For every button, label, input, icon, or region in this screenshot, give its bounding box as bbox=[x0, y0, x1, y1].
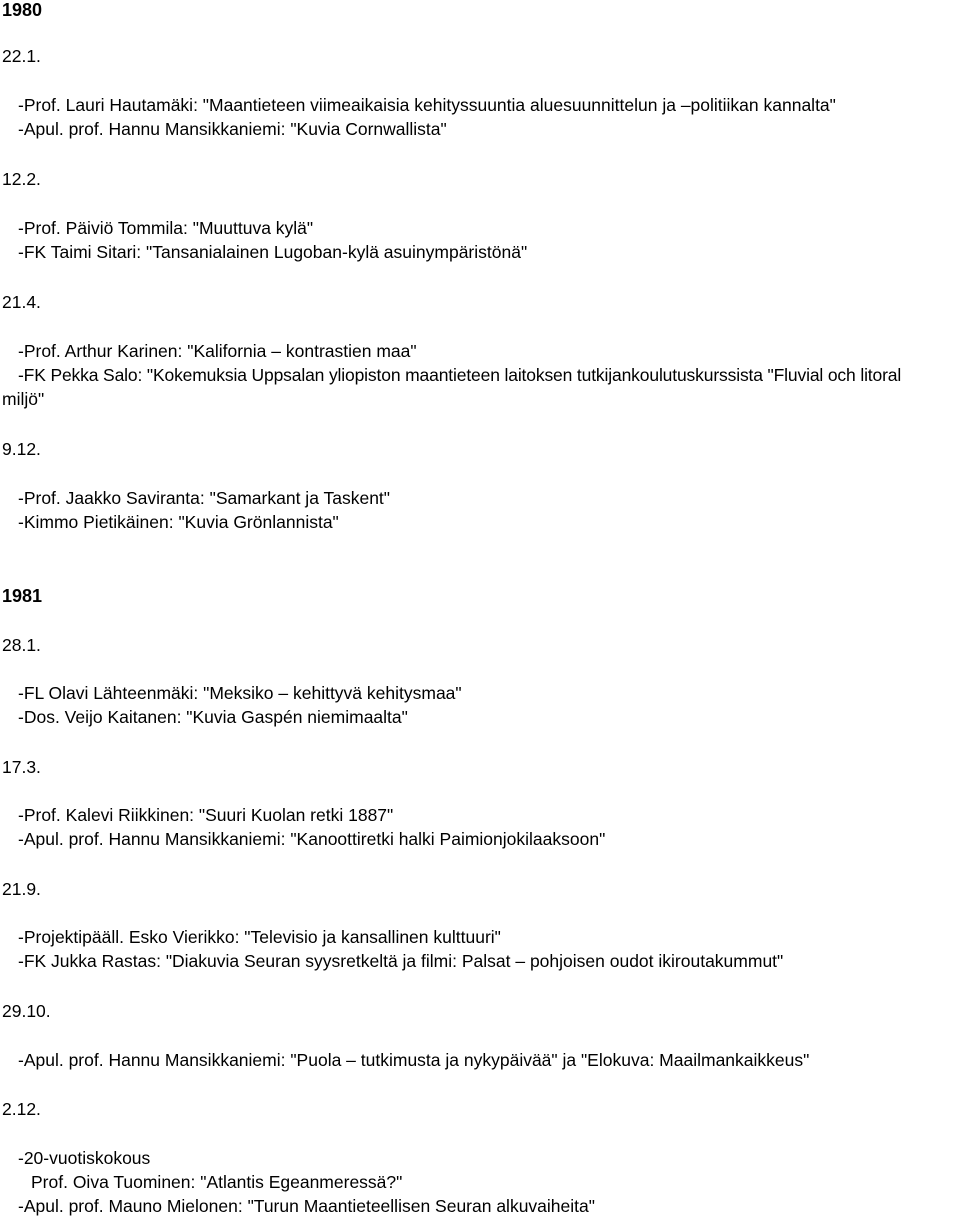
lecture-item: -FL Olavi Lähteenmäki: "Meksiko – kehittyvä kehitysmaa" bbox=[18, 683, 462, 703]
meeting-date: 22.1. bbox=[2, 46, 41, 66]
lecture-item: -Projektipääll. Esko Vierikko: "Televisio ja kansallinen kulttuuri" bbox=[18, 927, 501, 947]
meeting-date: 9.12. bbox=[2, 439, 41, 459]
lecture-item: -Kimmo Pietikäinen: "Kuvia Grönlannista" bbox=[18, 512, 339, 532]
lecture-item: -Prof. Jaakko Saviranta: "Samarkant ja Taskent" bbox=[18, 488, 390, 508]
lecture-item: -Prof. Arthur Karinen: "Kalifornia – kontrastien maa" bbox=[18, 341, 417, 361]
lecture-item: -FK Taimi Sitari: "Tansanialainen Lugoban-kylä asuinympäristönä" bbox=[18, 242, 528, 262]
meeting-date: 28.1. bbox=[2, 635, 41, 655]
lecture-item: -Dos. Veijo Kaitanen: "Kuvia Gaspén niemimaalta" bbox=[18, 707, 408, 727]
lecture-item: -FK Jukka Rastas: "Diakuvia Seuran syysretkeltä ja filmi: Palsat – pohjoisen oudot ikiroutakummut" bbox=[18, 951, 784, 971]
lecture-item: -Apul. prof. Hannu Mansikkaniemi: "Kanoottiretki halki Paimionjokilaaksoon" bbox=[18, 829, 606, 849]
meeting-date: 12.2. bbox=[2, 169, 41, 189]
lecture-item: -Prof. Kalevi Riikkinen: "Suuri Kuolan retki 1887" bbox=[18, 805, 394, 825]
meeting-date: 21.9. bbox=[2, 879, 41, 899]
lecture-item: -Prof. Lauri Hautamäki: "Maantieteen viimeaikaisia kehityssuuntia aluesuunnittelun ja –politiikan kannalta" bbox=[18, 95, 836, 115]
meeting-date: 29.10. bbox=[2, 1001, 51, 1021]
meeting-date: 17.3. bbox=[2, 757, 41, 777]
meeting-date: 2.12. bbox=[2, 1099, 41, 1119]
lecture-item: -Apul. prof. Mauno Mielonen: "Turun Maantieteellisen Seuran alkuvaiheita" bbox=[18, 1196, 595, 1216]
lecture-item: -20-vuotiskokous bbox=[18, 1148, 151, 1168]
lecture-item: -FK Pekka Salo: "Kokemuksia Uppsalan yliopiston maantieteen laitoksen tutkijankoulutuskurssista "Fluvial och litoral bbox=[18, 365, 902, 385]
year-heading: 1981 bbox=[2, 586, 43, 606]
meeting-date: 21.4. bbox=[2, 292, 41, 312]
lecture-item: -Apul. prof. Hannu Mansikkaniemi: "Puola – tutkimusta ja nykypäivää" ja "Elokuva: Maailmankaikkeus" bbox=[18, 1050, 810, 1070]
lecture-subitem: Prof. Oiva Tuominen: "Atlantis Egeanmeressä?" bbox=[31, 1172, 403, 1192]
lecture-item: -Prof. Päiviö Tommila: "Muuttuva kylä" bbox=[18, 218, 314, 238]
lecture-item-continuation: miljö" bbox=[2, 389, 45, 409]
year-heading: 1980 bbox=[2, 0, 43, 20]
lecture-item: -Apul. prof. Hannu Mansikkaniemi: "Kuvia Cornwallista" bbox=[18, 119, 447, 139]
